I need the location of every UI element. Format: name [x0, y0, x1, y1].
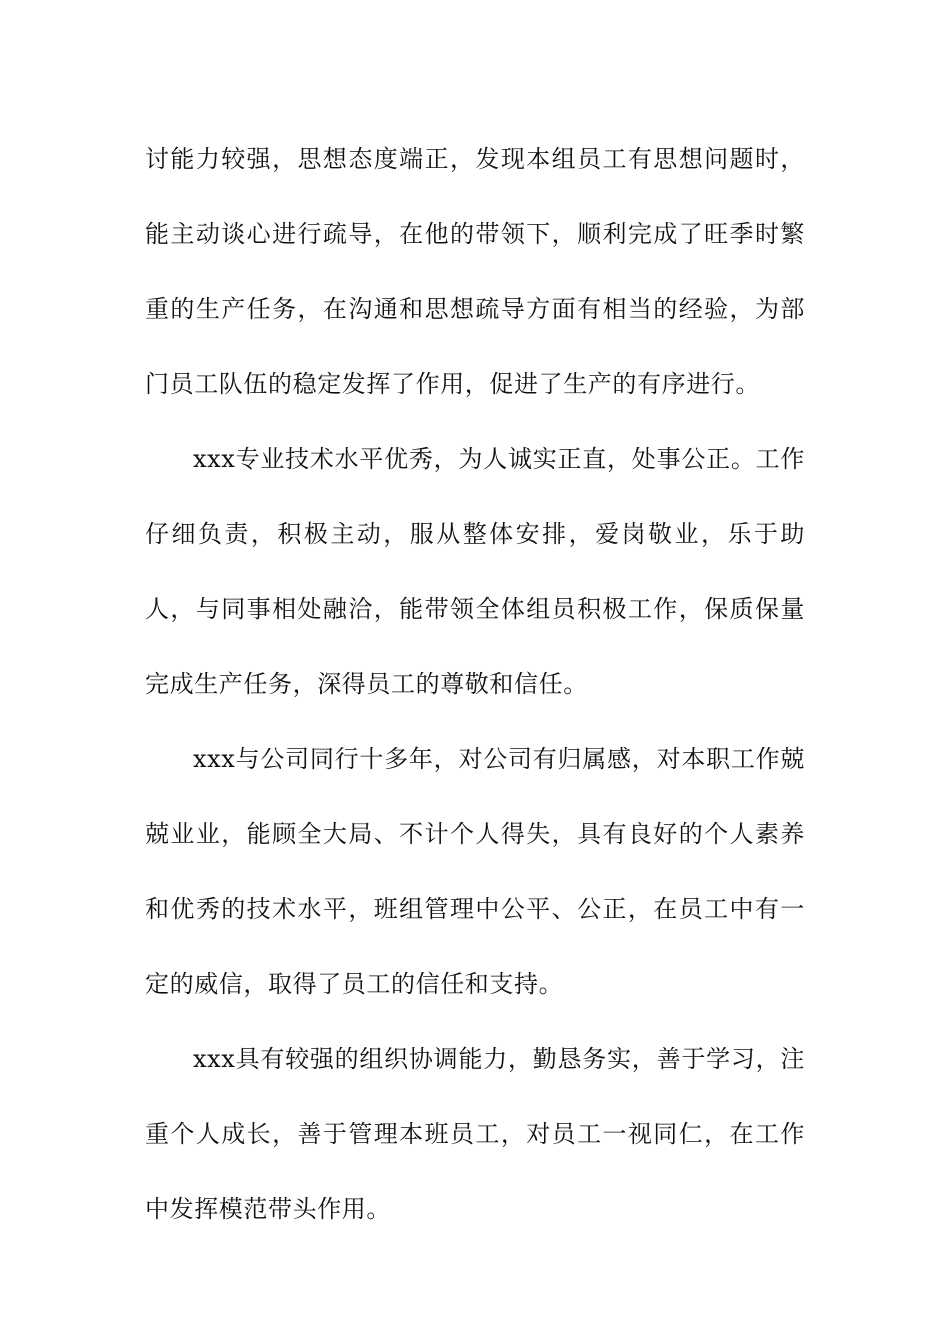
document-body — [145, 122, 805, 1247]
paragraph-1: 讨能力较强，思想态度端正，发现本组员工有思想问题时，能主动谈心进行疏导，在他的带领下，顺利完成了旺季时繁重的生产任务，在沟通和思想疏导方面有相当的经验，为部门员工队伍的稳定发挥了作用，促进了生产的有序进行。 — [145, 145, 805, 398]
paragraph-2: xxx专业技术水平优秀，为人诚实正直，处事公正。工作仔细负责，积极主动，服从整体安排，爱岗敬业，乐于助人，与同事相处融洽，能带领全体组员积极工作，保质保量完成生产任务，深得员工的尊敬和信任。 — [145, 445, 805, 698]
paragraph-4: xxx具有较强的组织协调能力，勤恳务实，善于学习，注重个人成长，善于管理本班员工，对员工一视同仁，在工作中发挥模范带头作用。 — [145, 1045, 805, 1223]
paragraph-3: xxx与公司同行十多年，对公司有归属感，对本职工作兢兢业业，能顾全大局、不计个人得失，具有良好的个人素养和优秀的技术水平，班组管理中公平、公正，在员工中有一定的威信，取得了员工的信任和支持。 — [145, 745, 805, 998]
